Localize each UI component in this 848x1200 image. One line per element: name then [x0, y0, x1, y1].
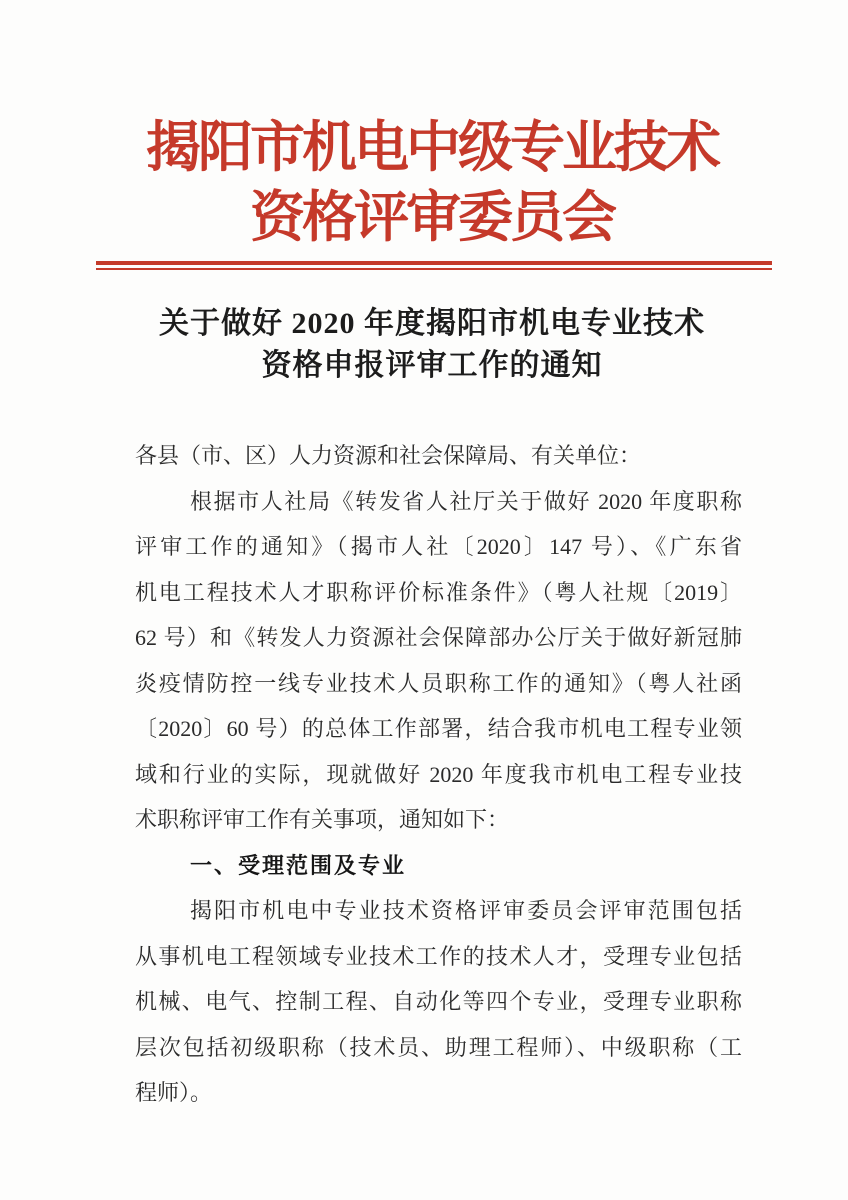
document-body: [135, 433, 742, 1116]
body-line: 域和行业的实际，现就做好 2020 年度我市机电工程专业技: [135, 761, 742, 787]
body-line: 从事机电工程领域专业技术工作的技术人才，受理专业包括: [135, 943, 742, 969]
body-line: 评审工作的通知》（揭市人社〔2020〕147 号）、《广东省: [135, 534, 742, 559]
letterhead-line-2: 资格评审委员会: [249, 187, 614, 248]
body-line: 术职称评审工作有关事项，通知如下：: [135, 807, 510, 832]
letterhead-title: [16, 113, 848, 253]
body-line: 62 号）和《转发人力资源社会保障部办公厅关于做好新冠肺: [135, 625, 742, 650]
body-line: 层次包括初级职称（技术员、助理工程师）、中级职称（工: [135, 1034, 742, 1060]
document-title-line-2: 资格申报评审工作的通知: [261, 349, 603, 382]
body-line: 〔2020〕60 号）的总体工作部署，结合我市机电工程专业领: [135, 716, 742, 741]
body-line: 程师）。: [135, 1080, 213, 1105]
body-line: 机械、电气、控制工程、自动化等四个专业，受理专业职称: [135, 989, 742, 1014]
salutation-line: 各县（市、区）人力资源和社会保障局、有关单位：: [135, 443, 642, 468]
document-title: [16, 303, 848, 387]
letterhead-line-1: 揭阳市机电中级专业技术: [145, 117, 718, 178]
document-title-line-1: 关于做好 2020 年度揭阳市机电专业技术: [159, 307, 705, 340]
letterhead-rule: [96, 261, 772, 270]
body-line: 根据市人社局《转发省人社厅关于做好 2020 年度职称: [190, 488, 742, 514]
section-heading: 一、受理范围及专业: [190, 852, 407, 878]
body-line: 炎疫情防控一线专业技术人员职称工作的通知》（粤人社函: [135, 670, 742, 696]
body-line: 揭阳市机电中专业技术资格评审委员会评审范围包括: [190, 898, 742, 923]
body-line: 机电工程技术人才职称评价标准条件》（粤人社规〔2019〕: [135, 579, 742, 605]
